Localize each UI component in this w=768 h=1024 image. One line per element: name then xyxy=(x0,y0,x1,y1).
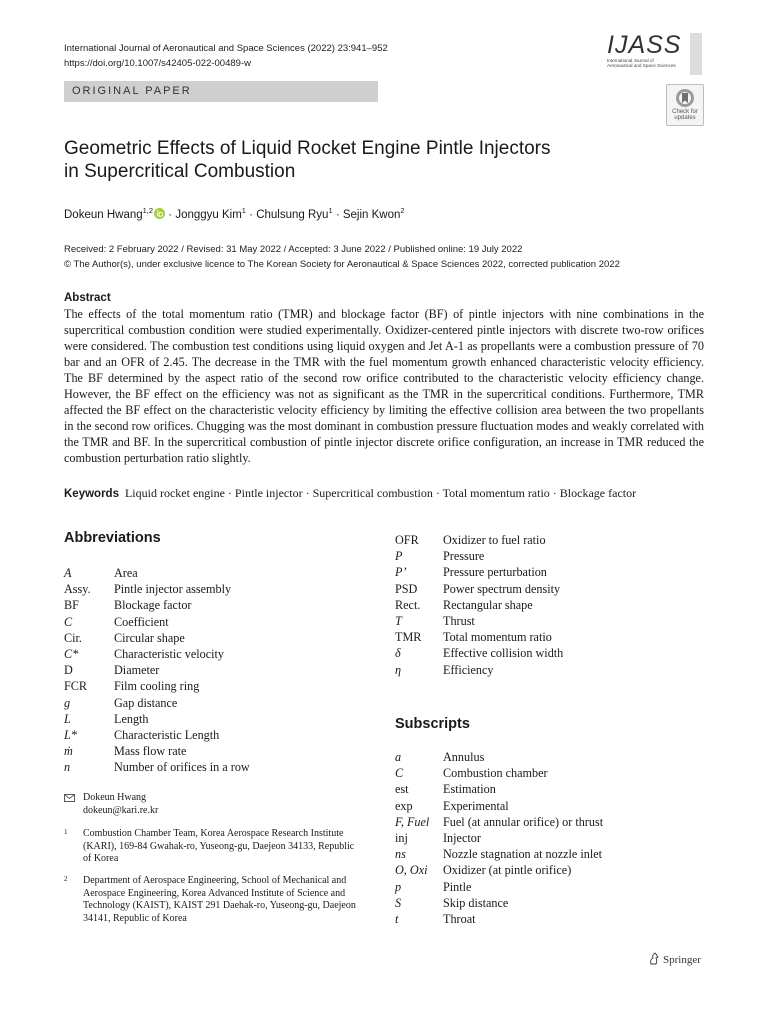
abbreviation-row: TMR Total momentum ratio xyxy=(395,630,552,645)
logo-text: IJASS xyxy=(607,31,682,59)
abstract-text: The effects of the total momentum ratio (TMR) and blockage factor (BF) of pintle injectors with nine combinations in the supercritical combustion condition were studied experimentally. Oxidizer-centered pintle injectors with discrete two-row orifices were considered. The combustion test conditions using liquid oxygen and Jet A-1 as propellants were a combustion pressure of 70 bar and an OFR of 2.45. The decrease in the TMR with the fuel momentum growth enhanced characteristic velocity efficiency. The BF determined by the aspect ratio of the second row orifice contributed to the characteristic velocity efficiency change. However, the BF effect on the efficiency was not as significant as the TMR in the supercritical conditions. Furthermore, TMR affected the BF effect on the characteristic velocity efficiency by limiting the effective collision area between the two propellants in the second row orifices. Chugging was the most dominant in combustion pressure fluctuation modes and weakly correlated with the TMR and BF. In the supercritical combustion of pintle injector discrete orifice configuration, an increase in TMR reduced the combustion perturbation ratio slightly. xyxy=(64,307,704,465)
subscript-row: O, Oxi Oxidizer (at pintle orifice) xyxy=(395,863,572,878)
publication-dates xyxy=(64,242,620,272)
article-type-label: ORIGINAL PAPER xyxy=(72,85,192,97)
abbreviation-row: FCR Film cooling ring xyxy=(64,679,200,694)
contact-name: Dokeun Hwang xyxy=(83,792,147,803)
abbreviation-row: ṁ Mass flow rate xyxy=(64,744,187,759)
author-name[interactable]: Chulsung Ryu xyxy=(256,208,329,221)
subscript-row: exp Experimental xyxy=(395,798,509,813)
doi-link[interactable]: https://doi.org/10.1007/s42405-022-00489-w xyxy=(64,58,251,69)
subscript-row: a Annulus xyxy=(395,750,485,764)
subscript-row: C Combustion chamber xyxy=(395,766,548,781)
article-type-banner xyxy=(64,81,378,102)
logo-subtext: International Journal of Aeronautical and Space Sciences xyxy=(607,58,676,68)
abstract-heading: Abstract xyxy=(64,292,111,304)
subscript-row: inj Injector xyxy=(395,830,481,845)
publisher-mark xyxy=(648,952,701,966)
abbreviation-row: T Thrust xyxy=(395,613,475,628)
abbreviation-row: C Coefficient xyxy=(64,614,169,629)
check-for-updates-label: Check for updates xyxy=(672,109,698,121)
keywords-text: Liquid rocket engine · Pintle injector · Supercritical combustion · Total momentum ratio · Blockage factor xyxy=(124,486,637,500)
journal-citation: International Journal of Aeronautical and Space Sciences (2022) 23:941–952 xyxy=(64,43,388,54)
abbreviation-row: Rect. Rectangular shape xyxy=(395,597,533,612)
abbreviation-row: OFR Oxidizer to fuel ratio xyxy=(395,533,546,547)
author-affiliation: 1 xyxy=(328,206,333,215)
title-line-1: Geometric Effects of Liquid Rocket Engine Pintle Injectors xyxy=(64,138,551,159)
author-name[interactable]: Jonggyu Kim xyxy=(175,208,242,221)
mail-icon xyxy=(64,794,75,802)
abbreviation-row: A Area xyxy=(64,566,138,580)
author-affiliation: 2 xyxy=(400,206,405,215)
check-for-updates-badge[interactable] xyxy=(666,84,704,126)
author-affiliation: 1 xyxy=(241,206,246,215)
author-name[interactable]: Dokeun Hwang xyxy=(64,208,143,221)
copyright-notice: © The Author(s), under exclusive licence to The Korean Society for Aeronautical & Space Sciences 2022, corrected publication 2022 xyxy=(64,259,620,270)
abbreviation-row: L Length xyxy=(64,711,149,726)
orcid-icon[interactable] xyxy=(154,208,165,219)
keywords xyxy=(64,486,636,501)
publisher-name: Springer xyxy=(663,954,701,966)
journal-logo xyxy=(607,32,689,76)
footnote xyxy=(64,875,364,925)
abbreviation-row: D Diameter xyxy=(64,663,160,678)
subscript-row: S Skip distance xyxy=(395,895,509,910)
abbreviations-list-right xyxy=(395,532,715,678)
subscripts-list xyxy=(395,749,715,927)
footnote-number: 1 xyxy=(64,828,68,836)
abbreviation-row: L* Characteristic Length xyxy=(64,727,220,742)
journal-header xyxy=(64,41,388,71)
author-affiliation: 1,2 xyxy=(142,206,154,215)
abbreviation-row: g Gap distance xyxy=(64,695,178,710)
footnote-number: 2 xyxy=(64,875,68,883)
history-dates: Received: 2 February 2022 / Revised: 31 May 2022 / Accepted: 3 June 2022 / Published online: 19 July 2022 xyxy=(64,244,523,255)
abbreviation-row: Assy. Pintle injector assembly xyxy=(64,582,232,597)
subscript-row: ns Nozzle stagnation at nozzle inlet xyxy=(395,847,603,862)
abbreviation-row: η Efficiency xyxy=(395,662,494,677)
abbreviation-row: C* Characteristic velocity xyxy=(64,646,224,661)
footnote-text: Department of Aerospace Engineering, School of Mechanical and Aerospace Engineering, Korea Advanced Institute of Science and Technology (KAIST), KAIST 291 Daehak-ro, Yuseong-gu, Daejeon 34141, Republic of Korea xyxy=(83,875,356,924)
abbreviation-row: P’ Pressure perturbation xyxy=(395,565,547,580)
contact-email[interactable]: dokeun@kari.re.kr xyxy=(83,804,159,816)
abbreviation-row: Cir. Circular shape xyxy=(64,630,185,645)
subscripts-heading: Subscripts xyxy=(395,716,470,732)
title-line-2: in Supercritical Combustion xyxy=(64,161,296,182)
author-list: Dokeun Hwang$^{1,2}$ · Jonggyu Kim$^1$ · Chulsung Ryu$^1$ · Sejin Kwon$^2$ xyxy=(64,206,405,221)
abbreviations-list-left xyxy=(64,565,364,775)
subscript-row: t Throat xyxy=(395,911,476,926)
footnote xyxy=(64,828,364,866)
abbreviation-row: P Pressure xyxy=(395,549,485,564)
corresponding-author xyxy=(64,792,158,817)
abbreviations-heading: Abbreviations xyxy=(64,530,161,546)
logo-side-bar xyxy=(690,33,702,75)
abbreviation-row: PSD Power spectrum density xyxy=(395,581,561,596)
author-name[interactable]: Sejin Kwon xyxy=(342,208,401,221)
subscript-row: F, Fuel Fuel (at annular orifice) or thrust xyxy=(395,814,604,829)
subscript-row: p Pintle xyxy=(395,879,472,894)
paper-title xyxy=(64,137,684,183)
bookmark-ring-icon xyxy=(675,88,695,108)
abbreviation-row: BF Blockage factor xyxy=(64,598,192,613)
abbreviation-row: n Number of orifices in a row xyxy=(64,760,250,775)
abbreviation-row: δ Effective collision width xyxy=(395,646,564,661)
springer-horse-icon xyxy=(648,952,660,965)
keywords-label: Keywords xyxy=(64,488,119,500)
subscript-row: est Estimation xyxy=(395,782,496,797)
footnote-text: Combustion Chamber Team, Korea Aerospace Research Institute (KARI), 169-84 Gwahak-ro, Yuseong-gu, Daejeon 34133, Republic of Korea xyxy=(83,828,355,864)
